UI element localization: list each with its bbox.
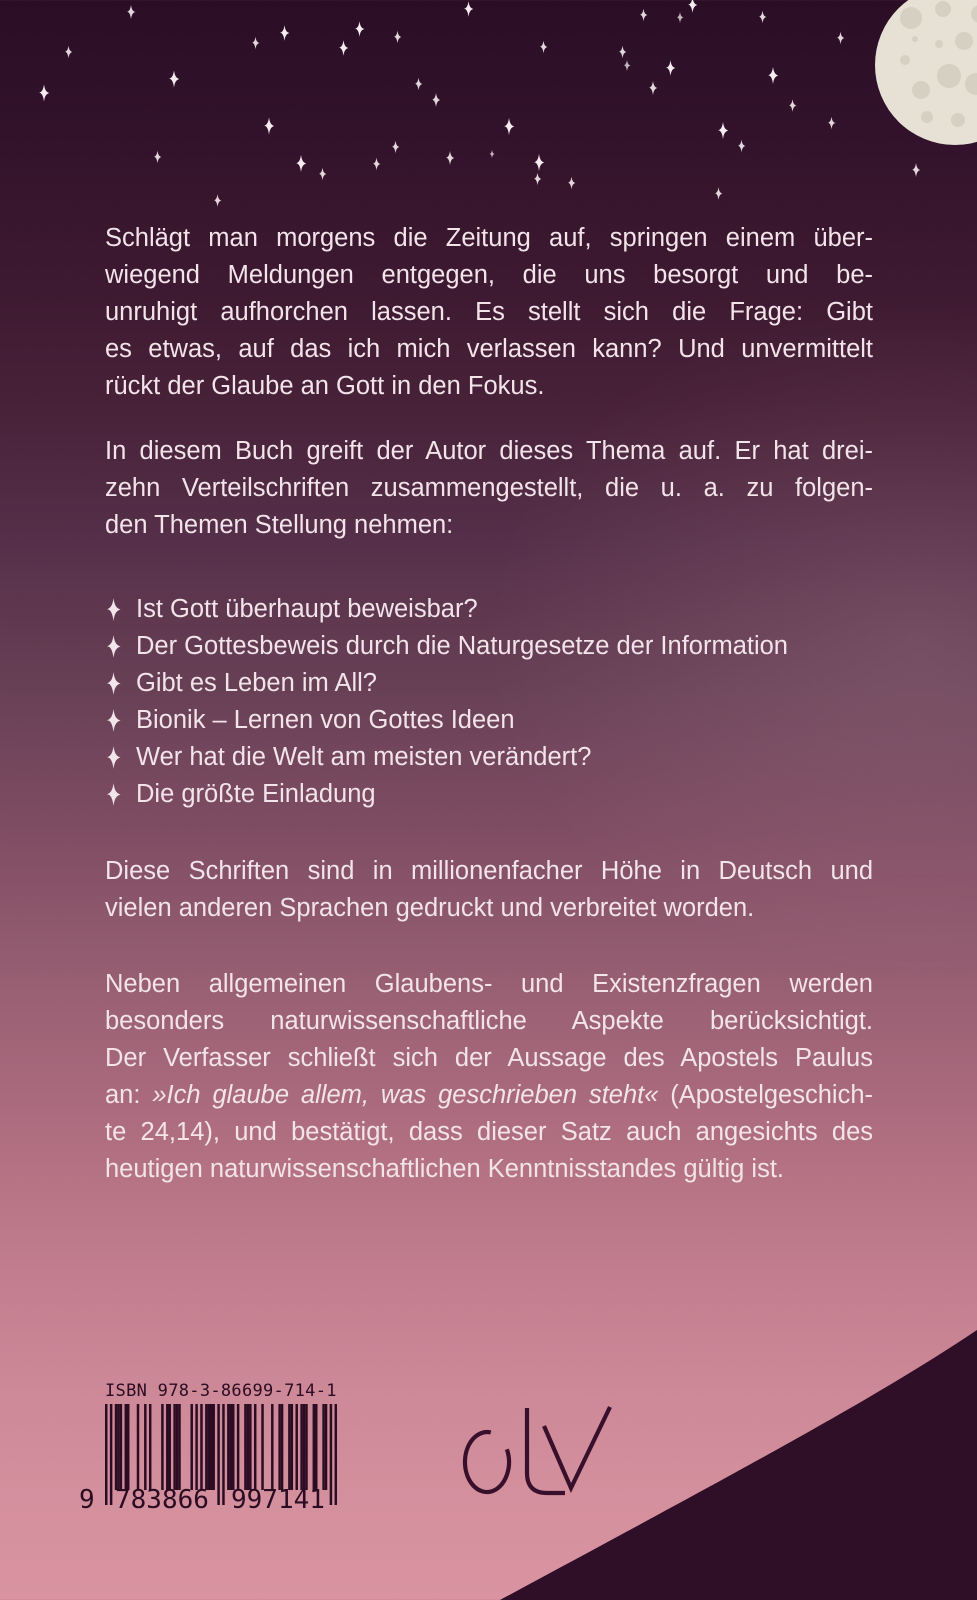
star-icon — [153, 150, 162, 164]
topic-list-item — [105, 665, 873, 702]
star-icon — [64, 45, 73, 59]
barcode-bar — [144, 1404, 146, 1490]
topic-label: Bionik – Lernen von Gottes Ideen — [136, 706, 515, 734]
moon-crater — [971, 5, 977, 23]
star-icon — [665, 59, 676, 77]
topic-list-item — [105, 776, 873, 813]
moon-crater — [900, 55, 910, 65]
star-icon — [639, 8, 648, 22]
star-icon — [463, 0, 474, 18]
quote-italic: »Ich glaube allem, was geschrieben steht« — [152, 1081, 659, 1109]
star-icon — [533, 153, 545, 172]
topic-label: Die größte Einladung — [136, 780, 376, 808]
barcode-bar — [322, 1404, 324, 1490]
paragraph-2 — [105, 433, 873, 544]
barcode-bar — [149, 1404, 151, 1490]
star-icon — [431, 92, 441, 108]
paragraph-4 — [105, 966, 873, 1188]
text-line: In diesem Buch greift der Autor dieses Thema auf. Er hat drei- — [105, 437, 873, 465]
barcode-bar — [313, 1404, 315, 1490]
text-line: Neben allgemeinen Glaubens- und Existenzfragen werden — [105, 970, 873, 998]
barcode-bar — [195, 1404, 197, 1490]
text-line: besonders naturwissenschaftliche Aspekte berücksichtigt. — [105, 1007, 873, 1035]
barcode-bar — [295, 1404, 297, 1490]
moon-crater — [937, 64, 961, 88]
moon-crater — [935, 40, 943, 48]
text-line: vielen anderen Sprachen gedruckt und verbreitet worden. — [105, 894, 755, 922]
star-icon — [391, 140, 400, 154]
barcode-bar — [190, 1404, 192, 1490]
isbn-digit-group-2: 997141 — [231, 1485, 325, 1515]
star-icon — [714, 186, 723, 201]
topic-list-item — [105, 591, 873, 628]
barcode-bar — [305, 1404, 307, 1490]
barcode-bar — [173, 1404, 175, 1490]
clv-logo — [460, 1395, 614, 1500]
topic-label: Gibt es Leben im All? — [136, 669, 377, 697]
barcode-bar — [115, 1404, 117, 1490]
star-bullet-icon — [105, 782, 122, 807]
star-icon — [788, 98, 797, 113]
text-line: zehn Verteilschriften zusammengestellt, die u. a. zu folgen- — [105, 474, 873, 502]
star-icon — [758, 10, 767, 24]
isbn-digit-group-1: 783866 — [115, 1485, 209, 1515]
text-line: Der Verfasser schließt sich der Aussage des Apostels Paulus — [105, 1044, 873, 1072]
star-icon — [618, 45, 627, 59]
isbn-digit-first: 9 — [79, 1485, 95, 1515]
star-icon — [717, 121, 729, 140]
text-line: wiegend Meldungen entgegen, die uns besorgt und be- — [105, 261, 873, 289]
text-line: unruhigt aufhorchen lassen. Es stellt sich die Frage: Gibt — [105, 298, 873, 326]
isbn-block — [79, 1381, 337, 1515]
barcode-bar — [300, 1404, 302, 1490]
moon-crater — [921, 111, 933, 123]
moon-crater — [912, 81, 930, 99]
star-icon — [445, 150, 455, 166]
clv-logo-c — [465, 1432, 509, 1492]
barcode-bar — [278, 1404, 280, 1490]
star-icon — [251, 36, 260, 50]
paragraph-3 — [105, 853, 873, 927]
barcode-bar — [325, 1404, 327, 1490]
topic-label: Ist Gott überhaupt beweisbar? — [136, 595, 478, 623]
barcode-bar — [227, 1404, 229, 1490]
barcode-bar — [117, 1404, 119, 1490]
star-icon — [338, 39, 349, 57]
barcode-bar — [120, 1404, 122, 1490]
barcode-bar — [212, 1404, 214, 1490]
star-icon — [567, 176, 576, 190]
star-icon — [126, 4, 136, 20]
barcode-bar — [281, 1404, 283, 1490]
topic-list-item — [105, 702, 873, 739]
clv-logo-v — [544, 1407, 610, 1488]
barcode-bar — [237, 1404, 239, 1490]
star-icon — [623, 59, 631, 72]
barcode-bar — [230, 1404, 232, 1490]
star-icon — [318, 167, 327, 181]
text-line: te 24,14), und bestätigt, dass dieser Satz auch angesichts des — [105, 1118, 873, 1146]
moon-crater — [900, 7, 922, 29]
star-icon — [676, 11, 684, 24]
star-icon — [38, 83, 50, 103]
barcode-bar — [178, 1404, 180, 1490]
barcode-bar — [166, 1404, 168, 1490]
star-icon — [168, 69, 180, 89]
barcode-bar — [125, 1404, 127, 1490]
isbn-label: ISBN 978-3-86699-714-1 — [105, 1381, 337, 1401]
moon-crater — [951, 113, 965, 127]
text-line: Schlägt man morgens die Zeitung auf, springen einem über- — [105, 224, 873, 252]
text-line — [105, 1077, 873, 1114]
star-bullet-icon — [105, 671, 122, 696]
star-icon — [489, 149, 495, 159]
star-icon — [911, 162, 921, 178]
topic-label: Wer hat die Welt am meisten verändert? — [136, 743, 592, 771]
moon-graphic — [855, 0, 977, 154]
isbn-digits — [79, 1485, 337, 1515]
moon-crater — [912, 36, 918, 42]
text-line: heutigen naturwissenschaftlichen Kenntnisstandes gültig ist. — [105, 1155, 784, 1183]
barcode-bar — [208, 1404, 210, 1490]
text-line: den Themen Stellung nehmen: — [105, 511, 454, 539]
barcode-bar — [291, 1404, 293, 1490]
moon-crater — [965, 73, 977, 95]
star-icon — [213, 193, 222, 208]
star-icon — [279, 24, 290, 42]
star-icon — [533, 172, 542, 186]
star-bullet-icon — [105, 708, 122, 733]
paragraph-1 — [105, 220, 873, 405]
star-bullet-icon — [105, 745, 122, 770]
barcode-bar — [137, 1404, 139, 1490]
star-icon — [687, 0, 698, 14]
text-line: es etwas, auf das ich mich verlassen kann? Und unvermittelt — [105, 335, 873, 363]
barcode-bar — [232, 1404, 234, 1490]
topic-label: Der Gottesbeweis durch die Naturgesetze der Information — [136, 632, 788, 660]
star-icon — [503, 117, 515, 136]
topic-list-item — [105, 628, 873, 665]
star-icon — [295, 154, 307, 173]
star-icon — [539, 40, 548, 54]
star-icon — [354, 20, 365, 38]
barcode-bar — [261, 1404, 263, 1490]
text-segment: an: — [105, 1081, 153, 1109]
moon-crater — [935, 1, 951, 17]
topic-list-item — [105, 739, 873, 776]
star-icon — [414, 77, 423, 91]
star-icon — [767, 66, 779, 85]
star-icon — [737, 139, 746, 153]
star-icon — [393, 30, 402, 44]
barcode-bar — [247, 1404, 249, 1490]
star-icon — [836, 31, 845, 45]
text-segment: (Apostelgeschich- — [658, 1081, 873, 1109]
star-bullet-icon — [105, 634, 122, 659]
star-icon — [827, 116, 836, 130]
barcode-bar — [303, 1404, 305, 1490]
star-icon — [372, 157, 381, 171]
barcode-bar — [254, 1404, 256, 1490]
barcode-bar — [168, 1404, 170, 1490]
barcode-bar — [210, 1404, 212, 1490]
text-line: rückt der Glaube an Gott in den Fokus. — [105, 372, 545, 400]
barcode-bar — [205, 1404, 207, 1490]
barcode-bar — [271, 1404, 273, 1490]
topic-list — [105, 591, 873, 813]
barcode-bar — [127, 1404, 129, 1490]
barcode-bar — [288, 1404, 290, 1490]
barcode-bar — [176, 1404, 178, 1490]
star-bullet-icon — [105, 597, 122, 622]
moon-crater — [955, 32, 973, 50]
barcode-bar — [161, 1404, 163, 1490]
barcode-bar — [244, 1404, 246, 1490]
barcode-bar — [249, 1404, 251, 1490]
star-icon — [263, 116, 275, 136]
clv-logo-l — [527, 1408, 565, 1493]
star-icon — [648, 80, 658, 96]
text-line: Diese Schriften sind in millionenfacher Höhe in Deutsch und — [105, 857, 873, 885]
barcode-bar — [200, 1404, 202, 1490]
barcode-bar — [315, 1404, 317, 1490]
